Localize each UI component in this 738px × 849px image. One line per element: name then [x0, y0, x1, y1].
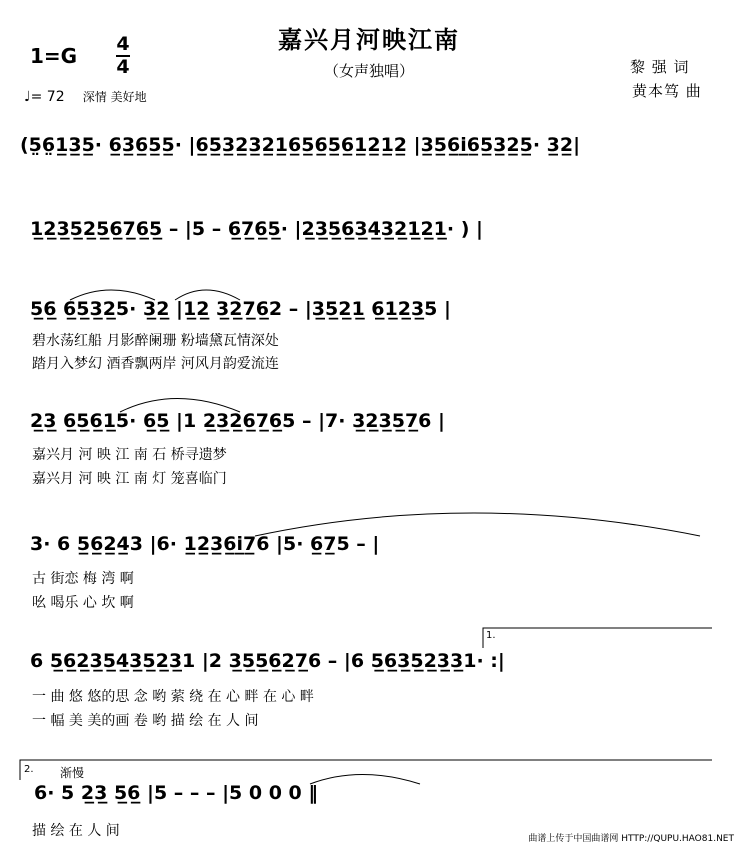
volta-1-bracket [483, 628, 712, 648]
lyric-line-4-verse-1: 嘉兴月 河 映 江 南 石 桥寻遗梦 [32, 447, 227, 463]
lyricist-credit: 黎 强 词 [630, 58, 690, 76]
slur-line-3b [175, 290, 240, 300]
volta-2-bracket [20, 760, 712, 780]
score-line-3: 5̲6̲ 6̲5̲3̲2̲5· 3̲2̲ |1̲2̲ 3̲2̲7̲6̲2 – |3̲5̲2̲1̲ 6̲1̲2̲3̲5 | [30, 298, 451, 320]
lyric-line-3-verse-2: 踏月入梦幻 酒香飘两岸 河风月韵爱流连 [32, 356, 279, 372]
time-signature-bottom: 4 [116, 56, 130, 78]
score-line-5: 3· 6 5̲6̲2̲4̲3 |6· 1̲2̲3̲6̲i̲7̲6 |5· 6̲7̲5 – | [30, 533, 380, 555]
score-line-6: 6 5̲6̲2̲3̲5̲4̲3̲5̲2̲3̲1 |2 3̲5̲5̲6̲2̲7̲6 – |6 5̲6̲3̲5̲2̲3̲3̲1· :| [30, 650, 505, 672]
time-signature-top: 4 [116, 33, 130, 55]
lyric-line-5-verse-2: 吆 喝乐 心 坎 啊 [32, 595, 134, 611]
key-signature: 1=G [30, 44, 78, 68]
volta-2-label: 2. [24, 764, 34, 775]
slur-line-5 [255, 513, 700, 536]
slur-line-7 [310, 775, 420, 785]
song-title: 嘉兴月河映江南 [278, 26, 460, 54]
expression-marking: 深情 美好地 [82, 90, 147, 104]
score-line-7: 6· 5 2̲3̲ 5̲6̲ |5 – – – |5 0 0 0 ‖ [34, 782, 318, 804]
slur-line-4 [120, 399, 240, 413]
lyric-line-4-verse-2: 嘉兴月 河 映 江 南 灯 笼喜临门 [32, 471, 227, 487]
score-line-1: (5̤6̤1̲3̲5̲· 6̲3̲6̲5̲5̲· |6̲5̲3̲2̲3̲2̲1̲6̲5̲6̲5̲6̲1̲2̲1̲2̲ |3̲5̲6̲i̲6̲5̲3̲2̲5̲· 3̲2̲| [20, 134, 581, 156]
score-line-2: 1̲2̲3̲5̲2̲5̲6̲7̲6̲5̲ – |5 – 6̲7̲6̲5̲· |2̲3̲5̲6̲3̲4̲3̲2̲1̲2̲1̲· ) | [30, 218, 483, 240]
score-line-4: 2̲3̲ 6̲5̲6̲1̲5· 6̲5̲ |1 2̲3̲2̲6̲7̲6̲5 – |7· 3̲2̲3̲5̲7̲6 | [30, 410, 445, 432]
lyric-line-5-verse-1: 古 街恋 梅 湾 啊 [32, 571, 134, 587]
lyric-line-7-verse-1: 描 绘 在 人 间 [32, 823, 120, 839]
lyric-line-3-verse-1: 碧水荡红船 月影醉阑珊 粉墙黛瓦情深处 [32, 333, 279, 349]
lyric-line-6-verse-2: 一 幅 美 美的画 卷 哟 描 绘 在 人 间 [32, 713, 259, 729]
site-watermark: 曲谱上传于中国曲谱网 HTTP://QUPU.HAO81.NET [528, 834, 734, 844]
composer-credit: 黄本笃 曲 [632, 82, 702, 100]
volta-1-label: 1. [486, 630, 496, 641]
ritardando-marking: 渐慢 [60, 766, 85, 780]
song-subtitle: （女声独唱） [323, 62, 414, 80]
lyric-line-6-verse-1: 一 曲 悠 悠的思 念 哟 萦 绕 在 心 畔 在 心 畔 [32, 689, 314, 705]
tempo-value: ♩= 72 [24, 89, 65, 105]
slur-line-3 [70, 290, 155, 300]
